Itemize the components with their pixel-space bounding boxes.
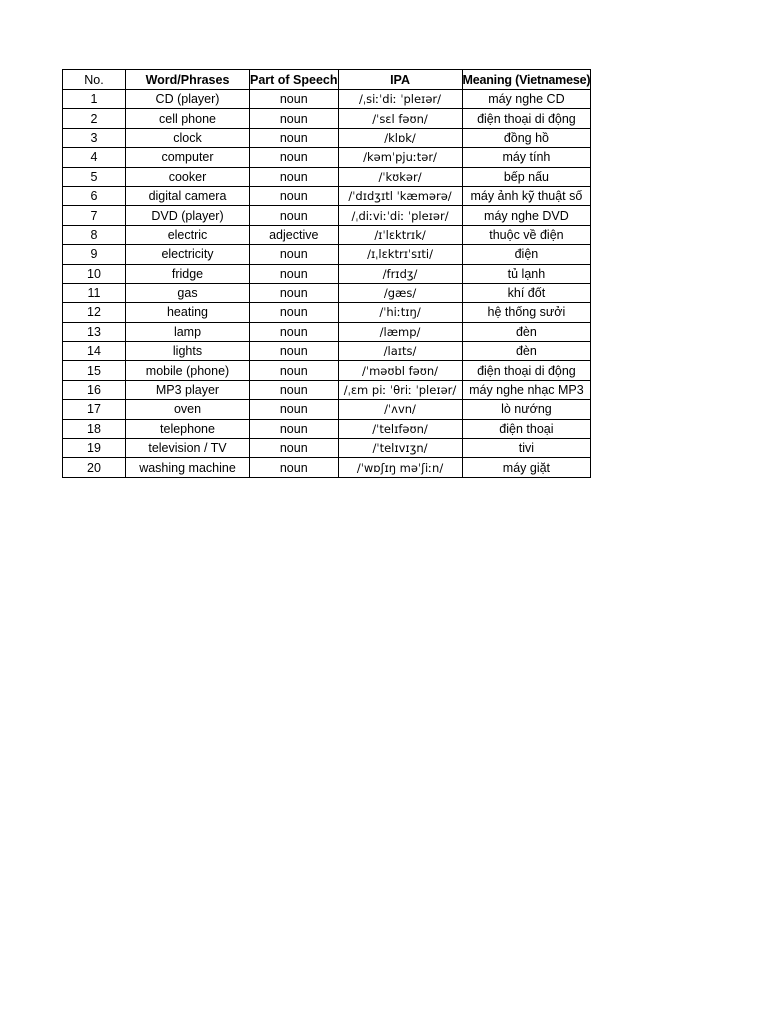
cell-ipa[interactable]: /ˈkʊkər/ — [338, 167, 462, 186]
cell-word[interactable]: clock — [126, 128, 250, 147]
table-body — [63, 90, 591, 478]
cell-ipa[interactable]: /læmp/ — [338, 322, 462, 341]
cell-word[interactable]: cooker — [126, 167, 250, 186]
cell-word[interactable]: DVD (player) — [126, 206, 250, 225]
table-row — [63, 322, 591, 341]
cell-pos[interactable]: noun — [250, 303, 339, 322]
table-row — [63, 361, 591, 380]
cell-meaning[interactable]: điện thoại di động — [462, 361, 591, 380]
cell-pos[interactable]: noun — [250, 439, 339, 458]
table-row — [63, 148, 591, 167]
cell-no[interactable]: 2 — [63, 109, 126, 128]
cell-ipa[interactable]: /ˈsɛl fəʊn/ — [338, 109, 462, 128]
cell-word[interactable]: heating — [126, 303, 250, 322]
table-row — [63, 206, 591, 225]
cell-meaning[interactable]: máy nghe DVD — [462, 206, 591, 225]
table-row — [63, 458, 591, 477]
cell-meaning[interactable]: lò nướng — [462, 400, 591, 419]
cell-word[interactable]: digital camera — [126, 186, 250, 205]
cell-pos[interactable]: noun — [250, 245, 339, 264]
cell-pos[interactable]: noun — [250, 167, 339, 186]
cell-ipa[interactable]: /gæs/ — [338, 283, 462, 302]
cell-pos[interactable]: noun — [250, 380, 339, 399]
table-row — [63, 225, 591, 244]
cell-ipa[interactable]: /ˈtelɪfəʊn/ — [338, 419, 462, 438]
cell-meaning[interactable]: máy giặt — [462, 458, 591, 477]
table-row — [63, 400, 591, 419]
cell-no[interactable]: 15 — [63, 361, 126, 380]
header-no[interactable]: No. — [63, 70, 126, 90]
cell-meaning[interactable]: điện thoại di động — [462, 109, 591, 128]
cell-pos[interactable]: noun — [250, 283, 339, 302]
cell-ipa[interactable]: /ˈtelɪvɪʒn/ — [338, 439, 462, 458]
cell-ipa[interactable]: /laɪts/ — [338, 342, 462, 361]
cell-pos[interactable]: noun — [250, 90, 339, 109]
header-ipa[interactable]: IPA — [338, 70, 462, 90]
cell-pos[interactable]: noun — [250, 419, 339, 438]
cell-ipa[interactable]: /klɒk/ — [338, 128, 462, 147]
cell-word[interactable]: oven — [126, 400, 250, 419]
cell-meaning[interactable]: đồng hồ — [462, 128, 591, 147]
vocabulary-table — [62, 69, 591, 478]
cell-word[interactable]: electricity — [126, 245, 250, 264]
cell-no[interactable]: 5 — [63, 167, 126, 186]
cell-pos[interactable]: noun — [250, 186, 339, 205]
table-row — [63, 167, 591, 186]
cell-no[interactable]: 6 — [63, 186, 126, 205]
cell-meaning[interactable]: bếp nấu — [462, 167, 591, 186]
cell-no[interactable]: 10 — [63, 264, 126, 283]
cell-meaning[interactable]: máy nghe nhạc MP3 — [462, 380, 591, 399]
table-row — [63, 303, 591, 322]
cell-no[interactable]: 11 — [63, 283, 126, 302]
cell-no[interactable]: 20 — [63, 458, 126, 477]
cell-word[interactable]: cell phone — [126, 109, 250, 128]
cell-pos[interactable]: noun — [250, 206, 339, 225]
cell-word[interactable]: CD (player) — [126, 90, 250, 109]
cell-ipa[interactable]: /ɪˈlɛktrɪk/ — [338, 225, 462, 244]
header-word[interactable]: Word/Phrases — [126, 70, 250, 90]
cell-no[interactable]: 1 — [63, 90, 126, 109]
header-meaning[interactable]: Meaning (Vietnamese) — [462, 70, 591, 90]
cell-meaning[interactable]: hệ thống sưởi — [462, 303, 591, 322]
cell-no[interactable]: 9 — [63, 245, 126, 264]
cell-ipa[interactable]: /ˌsiːˈdiː ˈpleɪər/ — [338, 90, 462, 109]
cell-ipa[interactable]: /ˌɛm piː ˈθriː ˈpleɪər/ — [338, 380, 462, 399]
cell-no[interactable]: 7 — [63, 206, 126, 225]
vocabulary-sheet — [62, 69, 591, 478]
cell-meaning[interactable]: máy nghe CD — [462, 90, 591, 109]
cell-word[interactable]: fridge — [126, 264, 250, 283]
cell-word[interactable]: lights — [126, 342, 250, 361]
cell-meaning[interactable]: đèn — [462, 342, 591, 361]
cell-pos[interactable]: noun — [250, 458, 339, 477]
table-row — [63, 186, 591, 205]
cell-meaning[interactable]: điện — [462, 245, 591, 264]
cell-ipa[interactable]: /ˈhiːtɪŋ/ — [338, 303, 462, 322]
cell-word[interactable]: mobile (phone) — [126, 361, 250, 380]
cell-ipa[interactable]: /ˈʌvn/ — [338, 400, 462, 419]
cell-ipa[interactable]: /frɪdʒ/ — [338, 264, 462, 283]
table-row — [63, 380, 591, 399]
cell-pos[interactable]: noun — [250, 264, 339, 283]
cell-no[interactable]: 8 — [63, 225, 126, 244]
header-row — [63, 70, 591, 90]
header-pos[interactable]: Part of Speech — [250, 70, 339, 90]
cell-no[interactable]: 3 — [63, 128, 126, 147]
table-row — [63, 283, 591, 302]
cell-pos[interactable]: noun — [250, 322, 339, 341]
cell-ipa[interactable]: /ˈwɒʃɪŋ məˈʃiːn/ — [338, 458, 462, 477]
cell-word[interactable]: electric — [126, 225, 250, 244]
cell-no[interactable]: 14 — [63, 342, 126, 361]
cell-meaning[interactable]: máy tính — [462, 148, 591, 167]
table-row — [63, 439, 591, 458]
cell-pos[interactable]: noun — [250, 148, 339, 167]
cell-word[interactable]: computer — [126, 148, 250, 167]
cell-word[interactable]: washing machine — [126, 458, 250, 477]
table-row — [63, 342, 591, 361]
table-row — [63, 245, 591, 264]
cell-pos[interactable]: noun — [250, 342, 339, 361]
cell-word[interactable]: telephone — [126, 419, 250, 438]
cell-pos[interactable]: noun — [250, 400, 339, 419]
cell-meaning[interactable]: điện thoại — [462, 419, 591, 438]
cell-ipa[interactable]: /ˌdiːviːˈdiː ˈpleɪər/ — [338, 206, 462, 225]
cell-meaning[interactable]: đèn — [462, 322, 591, 341]
cell-no[interactable]: 12 — [63, 303, 126, 322]
cell-pos[interactable]: noun — [250, 361, 339, 380]
cell-word[interactable]: television / TV — [126, 439, 250, 458]
cell-no[interactable]: 13 — [63, 322, 126, 341]
cell-ipa[interactable]: /ˈdɪdʒɪtl ˈkæmərə/ — [338, 186, 462, 205]
cell-meaning[interactable]: tivi — [462, 439, 591, 458]
cell-meaning[interactable]: máy ảnh kỹ thuật số — [462, 186, 591, 205]
cell-no[interactable]: 4 — [63, 148, 126, 167]
cell-ipa[interactable]: /kəmˈpjuːtər/ — [338, 148, 462, 167]
cell-ipa[interactable]: /ɪˌlɛktrɪˈsɪti/ — [338, 245, 462, 264]
cell-word[interactable]: lamp — [126, 322, 250, 341]
table-row — [63, 109, 591, 128]
cell-meaning[interactable]: tủ lạnh — [462, 264, 591, 283]
cell-meaning[interactable]: khí đốt — [462, 283, 591, 302]
cell-no[interactable]: 16 — [63, 380, 126, 399]
table-row — [63, 264, 591, 283]
table-row — [63, 90, 591, 109]
table-row — [63, 128, 591, 147]
cell-ipa[interactable]: /ˈməʊbl fəʊn/ — [338, 361, 462, 380]
cell-pos[interactable]: adjective — [250, 225, 339, 244]
cell-no[interactable]: 19 — [63, 439, 126, 458]
cell-pos[interactable]: noun — [250, 128, 339, 147]
cell-no[interactable]: 18 — [63, 419, 126, 438]
cell-pos[interactable]: noun — [250, 109, 339, 128]
cell-no[interactable]: 17 — [63, 400, 126, 419]
cell-meaning[interactable]: thuộc về điện — [462, 225, 591, 244]
cell-word[interactable]: MP3 player — [126, 380, 250, 399]
cell-word[interactable]: gas — [126, 283, 250, 302]
table-row — [63, 419, 591, 438]
